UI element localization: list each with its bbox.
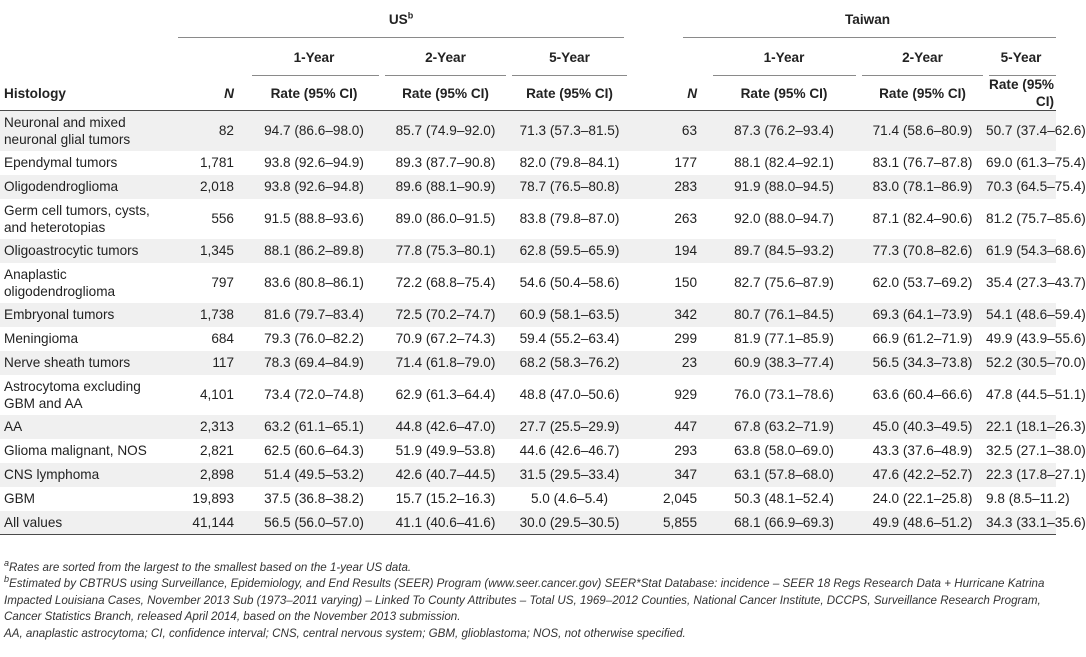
header-gap bbox=[630, 0, 679, 38]
tw-n-cell: 194 bbox=[630, 239, 709, 263]
tw-n-cell: 177 bbox=[674, 155, 698, 170]
us-2y-rate-cell: 89.0 (86.0–91.5) bbox=[395, 211, 496, 226]
tw-n-cell: 283 bbox=[630, 175, 709, 199]
table-row bbox=[0, 511, 1056, 535]
histology-cell: All values bbox=[0, 511, 172, 535]
tw-2y-rate-cell: 66.9 (61.2–71.9) bbox=[872, 331, 973, 346]
us-5y-rate-cell: 44.6 (42.6–46.7) bbox=[519, 443, 620, 458]
us-1y-rate-cell: 91.5 (88.8–93.6) bbox=[264, 211, 364, 226]
tw-5y-rate-cell: 32.5 (27.1–38.0) bbox=[986, 443, 1086, 458]
us-5y-rate-cell: 71.3 (57.3–81.5) bbox=[509, 111, 630, 151]
table-row bbox=[0, 175, 1056, 199]
table-row bbox=[0, 111, 1056, 151]
tw-n-cell: 929 bbox=[674, 387, 698, 402]
us-n-cell: 82 bbox=[172, 111, 246, 151]
table-row bbox=[0, 303, 1056, 327]
tw-5y-rate-cell: 61.9 (54.3–68.6) bbox=[986, 239, 1056, 263]
histology-cell: AA bbox=[0, 415, 172, 439]
histology-header: Histology bbox=[4, 85, 66, 101]
tw-2y-rate-cell: 63.6 (60.4–66.6) bbox=[872, 387, 973, 402]
tw-5y-rate-cell: 47.8 (44.5–51.1) bbox=[986, 387, 1086, 402]
us-2y-rate-cell: 72.5 (70.2–74.7) bbox=[382, 303, 509, 327]
histology-cell: Oligoastrocytic tumors bbox=[0, 239, 172, 263]
tw-2y-rate-cell: 43.3 (37.6–48.9) bbox=[872, 443, 973, 458]
us-2y-rate-cell: 70.9 (67.2–74.3) bbox=[395, 331, 496, 346]
us-5y-rate-cell: 62.8 (59.5–65.9) bbox=[509, 239, 630, 263]
tw-2y-rate-cell: 49.9 (48.6–51.2) bbox=[859, 511, 986, 535]
tw-rate-header-1y: Rate (95% CI) bbox=[740, 85, 828, 101]
us-2y-rate-cell: 42.6 (40.7–44.5) bbox=[382, 463, 509, 487]
tw-n-cell: 347 bbox=[630, 463, 709, 487]
tw-n-cell: 150 bbox=[674, 275, 698, 290]
us-n-cell: 2,898 bbox=[172, 463, 246, 487]
tw-5y-rate-cell: 54.1 (48.6–59.4) bbox=[986, 303, 1056, 327]
us-n-cell: 1,738 bbox=[172, 303, 246, 327]
tw-2-year-header: 2-Year bbox=[859, 38, 986, 76]
table-row bbox=[0, 239, 1056, 263]
table-row bbox=[0, 151, 1056, 175]
tw-1y-rate-cell: 89.7 (84.5–93.2) bbox=[709, 239, 859, 263]
us-2y-rate-cell: 85.7 (74.9–92.0) bbox=[382, 111, 509, 151]
tw-n-cell: 293 bbox=[674, 443, 698, 458]
tw-1y-rate-cell: 63.8 (58.0–69.0) bbox=[734, 443, 834, 458]
us-rate-header-5y: Rate (95% CI) bbox=[526, 85, 613, 101]
us-1y-rate-cell: 93.8 (92.6–94.8) bbox=[246, 175, 382, 199]
histology-cell: Meningioma bbox=[4, 331, 79, 346]
tw-5y-rate-cell: 69.0 (61.3–75.4) bbox=[986, 155, 1086, 170]
tw-2y-rate-cell: 45.0 (40.3–49.5) bbox=[859, 415, 986, 439]
tw-n-cell: 299 bbox=[674, 331, 698, 346]
us-1y-rate-cell: 62.5 (60.6–64.3) bbox=[264, 443, 364, 458]
tw-1y-rate-cell: 80.7 (76.1–84.5) bbox=[709, 303, 859, 327]
tw-1y-rate-cell: 68.1 (66.9–69.3) bbox=[709, 511, 859, 535]
tw-n-cell: 263 bbox=[674, 211, 698, 226]
table-row bbox=[0, 263, 1056, 303]
us-2y-rate-cell: 51.9 (49.9–53.8) bbox=[395, 443, 496, 458]
histology-cell: GBM bbox=[4, 491, 35, 506]
us-2y-rate-cell: 62.9 (61.3–64.4) bbox=[395, 387, 496, 402]
tw-5y-rate-cell: 50.7 (37.4–62.6) bbox=[986, 111, 1056, 151]
us-1y-rate-cell: 93.8 (92.6–94.9) bbox=[264, 155, 364, 170]
us-5y-rate-cell: 68.2 (58.3–76.2) bbox=[509, 351, 630, 375]
tw-5y-rate-cell: 22.1 (18.1–26.3) bbox=[986, 415, 1056, 439]
histology-cell: CNS lymphoma bbox=[0, 463, 172, 487]
table-row bbox=[0, 415, 1056, 439]
table-row bbox=[0, 463, 1056, 487]
us-n-cell: 1,345 bbox=[172, 239, 246, 263]
us-1-year-header: 1-Year bbox=[246, 38, 382, 76]
tw-n-cell: 342 bbox=[630, 303, 709, 327]
tw-1y-rate-cell: 67.8 (63.2–71.9) bbox=[709, 415, 859, 439]
us-5y-rate-cell: 31.5 (29.5–33.4) bbox=[509, 463, 630, 487]
tw-n-cell: 63 bbox=[630, 111, 709, 151]
us-5y-rate-cell: 54.6 (50.4–58.6) bbox=[519, 275, 620, 290]
tw-2y-rate-cell: 56.5 (34.3–73.8) bbox=[859, 351, 986, 375]
us-2y-rate-cell: 15.7 (15.2–16.3) bbox=[395, 491, 496, 506]
tw-5y-rate-cell: 49.9 (43.9–55.6) bbox=[986, 331, 1086, 346]
us-n-cell: 797 bbox=[211, 275, 234, 290]
tw-1y-rate-cell: 88.1 (82.4–92.1) bbox=[734, 155, 834, 170]
tw-rate-header-5y: Rate (95% CI) bbox=[989, 77, 1055, 109]
us-rate-header-1y: Rate (95% CI) bbox=[270, 85, 358, 101]
table-footnotes bbox=[4, 560, 1052, 642]
tw-2y-rate-cell: 24.0 (22.1–25.8) bbox=[872, 491, 973, 506]
us-1y-rate-cell: 83.6 (80.8–86.1) bbox=[264, 275, 364, 290]
us-1y-rate-cell: 56.5 (56.0–57.0) bbox=[246, 511, 382, 535]
group-header-taiwan: Taiwan bbox=[679, 0, 1056, 38]
tw-1y-rate-cell: 92.0 (88.0–94.7) bbox=[734, 211, 834, 226]
tw-2y-rate-cell: 77.3 (70.8–82.6) bbox=[859, 239, 986, 263]
footnote-abbreviations: AA, anaplastic astrocytoma; CI, confidence interval; CNS, central nervous system; GBM, glioblastoma; NOS, not otherwise specified. bbox=[4, 626, 686, 640]
us-1y-rate-cell: 94.7 (86.6–98.0) bbox=[246, 111, 382, 151]
us-n-cell: 117 bbox=[172, 351, 246, 375]
us-2y-rate-cell: 77.8 (75.3–80.1) bbox=[382, 239, 509, 263]
us-5y-rate-cell: 27.7 (25.5–29.9) bbox=[509, 415, 630, 439]
histology-cell: Nerve sheath tumors bbox=[0, 351, 172, 375]
us-1y-rate-cell: 51.4 (49.5–53.2) bbox=[246, 463, 382, 487]
histology-cell: Neuronal and mixed neuronal glial tumors bbox=[0, 111, 172, 151]
us-2y-rate-cell: 72.2 (68.8–75.4) bbox=[395, 275, 496, 290]
table-row bbox=[0, 375, 1056, 415]
us-1y-rate-cell: 79.3 (76.0–82.2) bbox=[264, 331, 364, 346]
us-n-cell: 684 bbox=[211, 331, 234, 346]
tw-n-cell: 2,045 bbox=[662, 491, 698, 506]
table-row bbox=[0, 351, 1056, 375]
tw-1y-rate-cell: 63.1 (57.8–68.0) bbox=[709, 463, 859, 487]
us-1y-rate-cell: 37.5 (36.8–38.2) bbox=[264, 491, 364, 506]
us-5y-rate-cell: 48.8 (47.0–50.6) bbox=[519, 387, 620, 402]
tw-2y-rate-cell: 62.0 (53.7–69.2) bbox=[872, 275, 973, 290]
header-spacer bbox=[0, 0, 172, 38]
tw-rate-header-2y: Rate (95% CI) bbox=[879, 85, 966, 101]
tw-2y-rate-cell: 83.0 (78.1–86.9) bbox=[859, 175, 986, 199]
us-5y-rate-cell: 78.7 (76.5–80.8) bbox=[509, 175, 630, 199]
histology-cell: Astrocytoma excluding GBM and AA bbox=[4, 378, 141, 411]
us-n-cell: 2,018 bbox=[172, 175, 246, 199]
tw-5y-rate-cell: 22.3 (17.8–27.1) bbox=[986, 463, 1056, 487]
us-2y-rate-cell: 71.4 (61.8–79.0) bbox=[382, 351, 509, 375]
table-header bbox=[0, 0, 1056, 111]
us-5y-rate-cell: 60.9 (58.1–63.5) bbox=[509, 303, 630, 327]
histology-cell: Glioma malignant, NOS bbox=[4, 443, 147, 458]
tw-5-year-header: 5-Year bbox=[986, 38, 1056, 76]
tw-2y-rate-cell: 47.6 (42.2–52.7) bbox=[859, 463, 986, 487]
histology-cell: Oligodendroglioma bbox=[0, 175, 172, 199]
us-n-cell: 41,144 bbox=[172, 511, 246, 535]
tw-5y-rate-cell: 70.3 (64.5–75.4) bbox=[986, 175, 1056, 199]
group-header-row bbox=[0, 0, 1056, 38]
footnote-marker-b: b bbox=[407, 9, 414, 20]
tw-n-cell: 5,855 bbox=[630, 511, 709, 535]
footnote-a: $^a$Rates are sorted from the largest to the smallest based on the 1-year US data. bbox=[4, 558, 412, 574]
tw-5y-rate-cell: 81.2 (75.7–85.6) bbox=[986, 211, 1086, 226]
us-1y-rate-cell: 63.2 (61.1–65.1) bbox=[246, 415, 382, 439]
tw-5y-rate-cell: 9.8 (8.5–11.2) bbox=[986, 491, 1070, 506]
tw-1y-rate-cell: 82.7 (75.6–87.9) bbox=[734, 275, 834, 290]
table-row bbox=[0, 327, 1056, 351]
group-header-us: $US^b$ bbox=[172, 0, 630, 38]
us-2y-rate-cell: 89.3 (87.7–90.8) bbox=[395, 155, 496, 170]
table-row bbox=[0, 199, 1056, 239]
tw-1y-rate-cell: 60.9 (38.3–77.4) bbox=[709, 351, 859, 375]
us-n-header: N bbox=[224, 85, 234, 101]
us-n-cell: 1,781 bbox=[199, 155, 234, 170]
us-n-cell: 19,893 bbox=[192, 491, 234, 506]
histology-cell: Germ cell tumors, cysts, and heterotopias bbox=[4, 202, 150, 235]
tw-1y-rate-cell: 87.3 (76.2–93.4) bbox=[709, 111, 859, 151]
histology-cell: Anaplastic oligodendroglioma bbox=[4, 266, 116, 299]
table-row bbox=[0, 439, 1056, 463]
tw-1y-rate-cell: 76.0 (73.1–78.6) bbox=[734, 387, 834, 402]
us-rate-header-2y: Rate (95% CI) bbox=[402, 85, 489, 101]
tw-5y-rate-cell: 52.2 (30.5–70.0) bbox=[986, 351, 1056, 375]
histology-cell: Ependymal tumors bbox=[4, 155, 118, 170]
tw-1y-rate-cell: 50.3 (48.1–52.4) bbox=[734, 491, 834, 506]
tw-1y-rate-cell: 81.9 (77.1–85.9) bbox=[734, 331, 834, 346]
us-2-year-header: 2-Year bbox=[382, 38, 509, 76]
us-1y-rate-cell: 88.1 (86.2–89.8) bbox=[246, 239, 382, 263]
us-n-cell: 2,313 bbox=[172, 415, 246, 439]
interval-header-row bbox=[0, 38, 1056, 76]
us-5y-rate-cell: 83.8 (79.8–87.0) bbox=[519, 211, 620, 226]
us-n-cell: 2,821 bbox=[199, 443, 234, 458]
footnote-b: $^b$Estimated by CBTRUS using Surveillance, Epidemiology, and End Results (SEER) Program (www.seer.cancer.gov) SEER*Stat Database: incidence – SEER 18 Regs Research Data + Hurricane Katrina Impacted Louisiana Cases, November 2013 Sub (1973–2011 varying) – Linked To County Attributes – Total US, 1969–2012 Counties, National Cancer Institute, DCCPS, Surveillance Research Program, Cancer Statistics Branch, released April 2014, based on the November 2013 submission. bbox=[4, 574, 1045, 624]
tw-2y-rate-cell: 71.4 (58.6–80.9) bbox=[859, 111, 986, 151]
tw-5y-rate-cell: 34.3 (33.1–35.6) bbox=[986, 511, 1056, 535]
tw-1-year-header: 1-Year bbox=[709, 38, 859, 76]
us-2y-rate-cell: 89.6 (88.1–90.9) bbox=[382, 175, 509, 199]
us-5y-rate-cell: 59.4 (55.2–63.4) bbox=[519, 331, 620, 346]
us-1y-rate-cell: 78.3 (69.4–84.9) bbox=[246, 351, 382, 375]
us-5-year-header: 5-Year bbox=[509, 38, 630, 76]
tw-2y-rate-cell: 83.1 (76.7–87.8) bbox=[872, 155, 973, 170]
us-2y-rate-cell: 44.8 (42.6–47.0) bbox=[382, 415, 509, 439]
histology-cell: Embryonal tumors bbox=[0, 303, 172, 327]
tw-1y-rate-cell: 91.9 (88.0–94.5) bbox=[709, 175, 859, 199]
column-header-row bbox=[0, 76, 1056, 111]
us-n-cell: 4,101 bbox=[199, 387, 234, 402]
us-2y-rate-cell: 41.1 (40.6–41.6) bbox=[382, 511, 509, 535]
tw-2y-rate-cell: 87.1 (82.4–90.6) bbox=[872, 211, 973, 226]
us-5y-rate-cell: 82.0 (79.8–84.1) bbox=[519, 155, 620, 170]
tw-2y-rate-cell: 69.3 (64.1–73.9) bbox=[859, 303, 986, 327]
us-5y-rate-cell: 30.0 (29.5–30.5) bbox=[509, 511, 630, 535]
us-1y-rate-cell: 73.4 (72.0–74.8) bbox=[264, 387, 364, 402]
us-n-cell: 556 bbox=[211, 211, 234, 226]
table-body bbox=[0, 111, 1086, 535]
tw-5y-rate-cell: 35.4 (27.3–43.7) bbox=[986, 275, 1086, 290]
tw-n-cell: 23 bbox=[630, 351, 709, 375]
tw-n-header: N bbox=[687, 85, 698, 101]
us-1y-rate-cell: 81.6 (79.7–83.4) bbox=[246, 303, 382, 327]
table-row bbox=[0, 487, 1056, 511]
tw-n-cell: 447 bbox=[630, 415, 709, 439]
us-5y-rate-cell: 5.0 (4.6–5.4) bbox=[530, 491, 609, 506]
